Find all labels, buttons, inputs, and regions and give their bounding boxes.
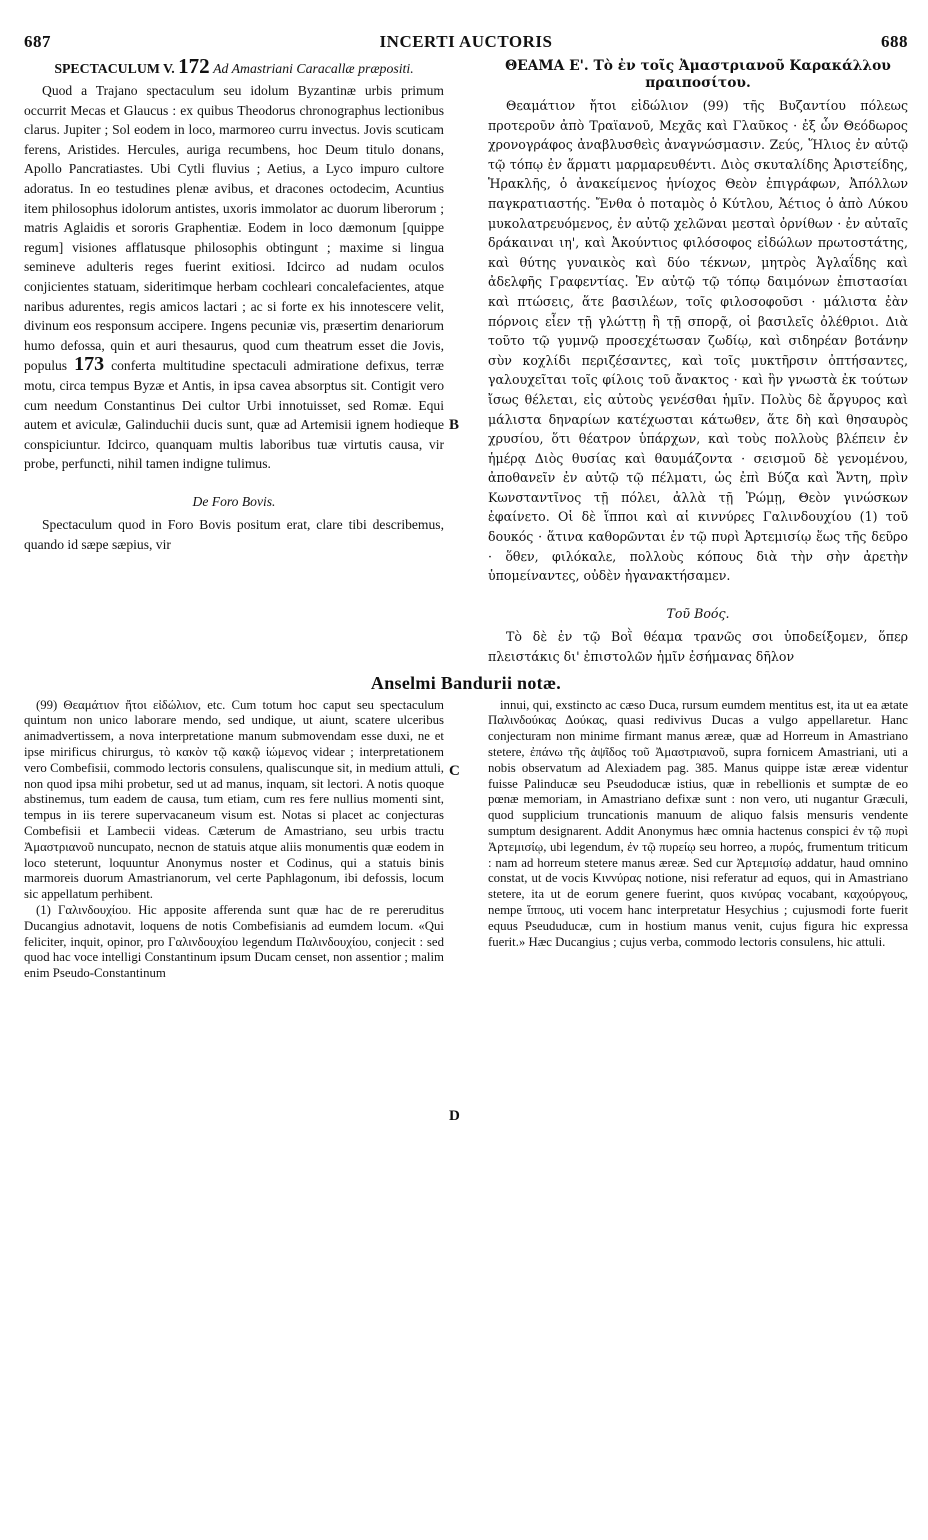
note-continuation: innui, qui, exstincto ac cæso Duca, rursum eumdem mentitus est, ita ut ea ætate Παλινδούκας Δούκας, quasi redivivus Ducas a vulgo appellaretur. Hanc conjecturam non minime firmant manus æreæ, quæ ad Horreum in Amastriano stetere, ἐπάνω τῆς ἀψῖδος τοῦ Ἀμαστριανοῦ, supra fornicem Amastriani, uti a nobis observatum ad Alexiadem pag. 385. Manus quippe istæ æreæ videntur fuisse Palinducæ seu Pseudoducæ istius, quæ in rebellionis et sumptæ de eo pœnæ memoriam, in Amastriano defixæ sunt : non vero, uti nugantur Græculi, quod supplicium truncationis manuum de aliquo falsis mensuris vendente sumptum designarent. Addit Anonymus hæc omnia hactenus conspici ἐν τῷ πυρὶ Ἀρτεμισίῳ, ubi legendum, ἐν τῷ πυρείῳ seu horreo, a πυρός, frumentum triticum : nam ad horreum stetere manus æreæ. Sed cur Ἀρτεμισίῳ addatur, haud omnino constat, ut de vocis Κιννύρας notione, nisi referatur ad equos, qui in Amastriano stetere, ita ut de eorum genere fuerint, quos κινύρας vocabant, καχούργους, nempe ἵππους, uti vocem hanc interpretatur Hesychius ; cujusmodi forte fuerit equus Pseududucæ, cum in hostium manus venit, cujus figura hic expressa fuerit.» Hæc Ducangius ; cujus verba, commodo lectoris consulens, hic attuli. (488, 697, 908, 949)
latin-chapter-page: 172 (178, 54, 210, 78)
greek-subhead: Τοῦ Βοός. (666, 605, 730, 621)
latin-chapter-head (24, 54, 444, 78)
greek-chapter-head: ΘΕΑΜΑ Ε'. Τὸ ἐν τοῖς Ἀμαστριανοῦ Καρακάλλου πραιποσίτου. (505, 58, 891, 91)
latin-paragraph-text: Quod a Trajano spectaculum seu idolum Byzantinæ urbis primum occurrit Mecas et Glaucus : ex quibus Theodorus chronographus lectionibus clarus. Jupiter ; Sol eodem in loco, marmoreo curru invectus. Jovis scuticam ferens, Aristides. Hercules, auriga recumbens, hoc Deum titulo donans, Apollo Pancratiastes. Ubi Cytli fluvius ; Aetius, a Lyco impuro cultore adoratus. In eo testudines plenæ avibus, et dracones octodecim, Acuntius item philosophus idolorum antistes, uxoris immolator ac duorum liberorum ; matris Aglaidis et sororis Graphentiæ. Eodem in loco dæmonum [quippe regum] visiones afflatusque philosophis obtingunt ; maxime si lingua semineve adulteris reges fuerint exitiosi. Idcirco ad nudam oculos conjicientes statuam, sideritimque herbam cochleari concalefacientes, atque naribus adurentes, regis amicos lactari ; ac si forte ex his innotescere velit, divinum eos responsum accipere. Ingens pecuniæ vis, præsertim denariorum humo defossa, quin et auri thesaurus, quod cum theatrum esset die Jovis, populus (24, 83, 444, 374)
latin-chapter-title: Ad Amastriani Caracallæ præpositi. (213, 61, 414, 76)
running-head (24, 32, 908, 54)
margin-letter-d: D (449, 1108, 460, 1124)
greek-paragraph-2: Τὸ δὲ ἐν τῷ Βοῒ θέαμα τρανῶς σοι ὑποδείξομεν, ὅπερ πλειστάκις δι' ἐπιστολῶν ἡμῖν ἐσήμανας δῆλον (488, 629, 908, 665)
text-columns (24, 54, 908, 667)
running-title: INCERTI AUCTORIS (379, 32, 553, 51)
margin-letter-b: B (449, 417, 460, 433)
latin-subhead: De Foro Bovis. (192, 493, 276, 509)
latin-paragraph-2: Spectaculum quod in Foro Bovis positum erat, clare tibi describemus, quando id sæpe sæpius, vir (24, 517, 444, 553)
note-1: (1) Γαλινδουχίου. Hic apposite afferenda sunt quæ hac de re pereruditus Ducangius adnotavit, loquens de notis Combefisianis ad eumdem locum. «Qui feliciter, inquit, opinor, pro Γαλινδουχίου legendum Παλινδουχίου, conjecit : sed quod hac voce intelligi Constantinum ipsum Ducam censet, non assentior ; malim enim Pseudo-Constantinum (24, 902, 444, 981)
left-page-number: 687 (24, 32, 51, 51)
notes-right-column (488, 698, 908, 982)
latin-chapter-label: SPECTACULUM V. (54, 61, 175, 76)
margin-letter-c: C (449, 763, 460, 779)
page (24, 32, 908, 982)
latin-paragraph-continuation: conferta multitudine spectaculi admiratione defixus, terræ motu, circa tempus Byzæ et Antis, in ipsa cavea absorptus sit. Contigit vero cum needum Constantinus Dei cultor Urbi innotuisset, sed Romæ. Equi autem et aviculæ, Galinduchii ducis sunt, quæ ad Artemisii ignem hodieque conspiciuntur. Idcirco, quanquam multis laboribus tuæ virtutis causa, vir probe, perfuncti, nihil tamen indigne tulimus. (24, 358, 444, 472)
notes-columns (24, 698, 908, 982)
note-99: (99) Θεαμάτιον ἤτοι εἰδώλιον, etc. Cum totum hoc caput seu spectaculum quintum non unico laborare mendo, sed undique, ut aiunt, scatere ulceribus animadvertissem, a nova interpretatione manum submovendam esse duxi, ne et ipse mirificus chirurgus, τὸ κακὸν τῷ κακῷ ἰώμενος videar ; interpretationem vero Combefisii, commodo lectoris consulens, qualiscunque sit, in medium attuli, non quod ipsa mihi probetur, sed ut ad manus, inquam, sit lectori. A notis quoque abstinemus, tum eadem de causa, tum etiam, cum res fere nullius momenti sint, tempus in iis terere supervacaneum visum est. Notas si placet ac conjecturas Combefisii et Lambecii videas. Cæterum de Amastriano, seu urbis tractu Ἀμαστριανοῦ nuncupato, necnon de statuis atque aliis monumentis quæ eodem in loco steterunt, loquuntur Anonymus noster et Codinus, qui a statuis binis marmoreis duorum Amastrianorum, vel certe Paphlagonum, ibi defossis, locum sic appellatum perhibent. (24, 697, 444, 902)
latin-column (24, 54, 444, 667)
inline-page-number: 173 (74, 353, 105, 376)
notes-title: Anselmi Bandurii notæ. (370, 672, 562, 693)
right-page-number: 688 (880, 32, 908, 51)
greek-paragraph: Θεαμάτιον ἤτοι εἰδώλιον (99) τῆς Βυζαντίου πόλεως προτεροῦν ἀπὸ Τραϊανοῦ, Μεχᾶς καὶ Γλαῦκος · ἐξ ὧν Θεόδωρος χρονογράφος ἀναβλυσθεὶς ἀναγνώσμασιν. Ζεύς, Ἥλιος ἐν αὐτῷ τῷ τόπῳ ἐν ἅρματι μαρμαρευθέντι. Διὸς σκυταλίδης Ἀριστείδης, Ἡρακλῆς, ὁ ἀνακείμενος ἡνίοχος Θεὸν ἐπιγράφων, Ἀπόλλων παγκρατιαστής. Ἔνθα ὁ ποταμὸς ὁ Κύτλου, Ἀέτιος ὁ ἀπὸ Λύκου μυκολατρευόμενος, ἐν αὐτῷ χελῶναι μεσταὶ ὀρνίθων · ἐν αὐταῖς δράκαιναι ιη', καὶ Ἀκούντιος φιλόσοφος εἰδώλων πρωτοστάτης, καὶ θύτης γυναικὸς καὶ δύο τέκνων, μητρὸς Ἀγλαΐδης καὶ ἀδελφῆς Γραφεντίας. Ἐν αὐτῷ τῷ τόπῳ δαιμόνων ἐπιστασίαι καὶ πτώσεις, ἅτε βασιλέων, τοῖς φιλοσοφοῦσι · μάλιστα ἐὰν πόρνοις εἶεν τῇ γλώττῃ ἢ τῇ σπορᾷ, οἱ βασιλεῖς ὀλέθριοι. Διὰ τοῦτο τῷ γυμνῷ προσεχέτωσαν ζωδίῳ, καὶ σιδηρέαν βοτάνην σὺν κοχλίδι περιζέσαντες, καὶ τοῖς μυκτῆρσιν ὀπτήσαντες, γαλουχεῖται τοῖς φίλοις τοῦ ἄνακτος · καὶ ἣν γνωστὰ ἐκ τούτων ἴσως θέλεται, εἰς αὐτοὺς γενέσθαι ἡμῖν. Πολὺς δὲ ἄργυρος καὶ μάλιστα δηναρίων κατέχωσται κάτωθεν, ἅτε δὴ καὶ θησαυρὸς χρυσίου, ὅτι θέατρον ὑπάρχων, καὶ τοὺς πολλοὺς βλέπειν ἐν ἡμέρᾳ Διὸς θυσίας καὶ θαυμάζοντα · σεισμοῦ δὲ γενομένου, ἀποθανεῖν ἐν αὐτῷ τῷ πέλματι, ὡς ἐπὶ Βύζα καὶ Ἄντη, πρὶν Κωνσταντῖνος τῇ πόλει, ἀλλὰ τῇ Ῥώμῃ, Θεὸν γινώσκων ἐφαίνετο. Οἱ δὲ ἵπποι καὶ αἱ κιννύρες Γαλινδουχίου (1) τοῦ δουκός · ἅτινα καθορῶνται ἐν τῷ πυρὶ Ἀρτεμισίῳ ἕως τῆς δεῦρο · ὅθεν, φιλόκαλε, πολλοὺς κόπους διὰ τὴν σὴν ἀρετὴν ὑπομείναντες, οὐδὲν ἠγανακτήσαμεν. (488, 98, 908, 584)
latin-paragraph (24, 81, 444, 474)
notes-left-column (24, 698, 444, 982)
greek-column (488, 58, 908, 667)
